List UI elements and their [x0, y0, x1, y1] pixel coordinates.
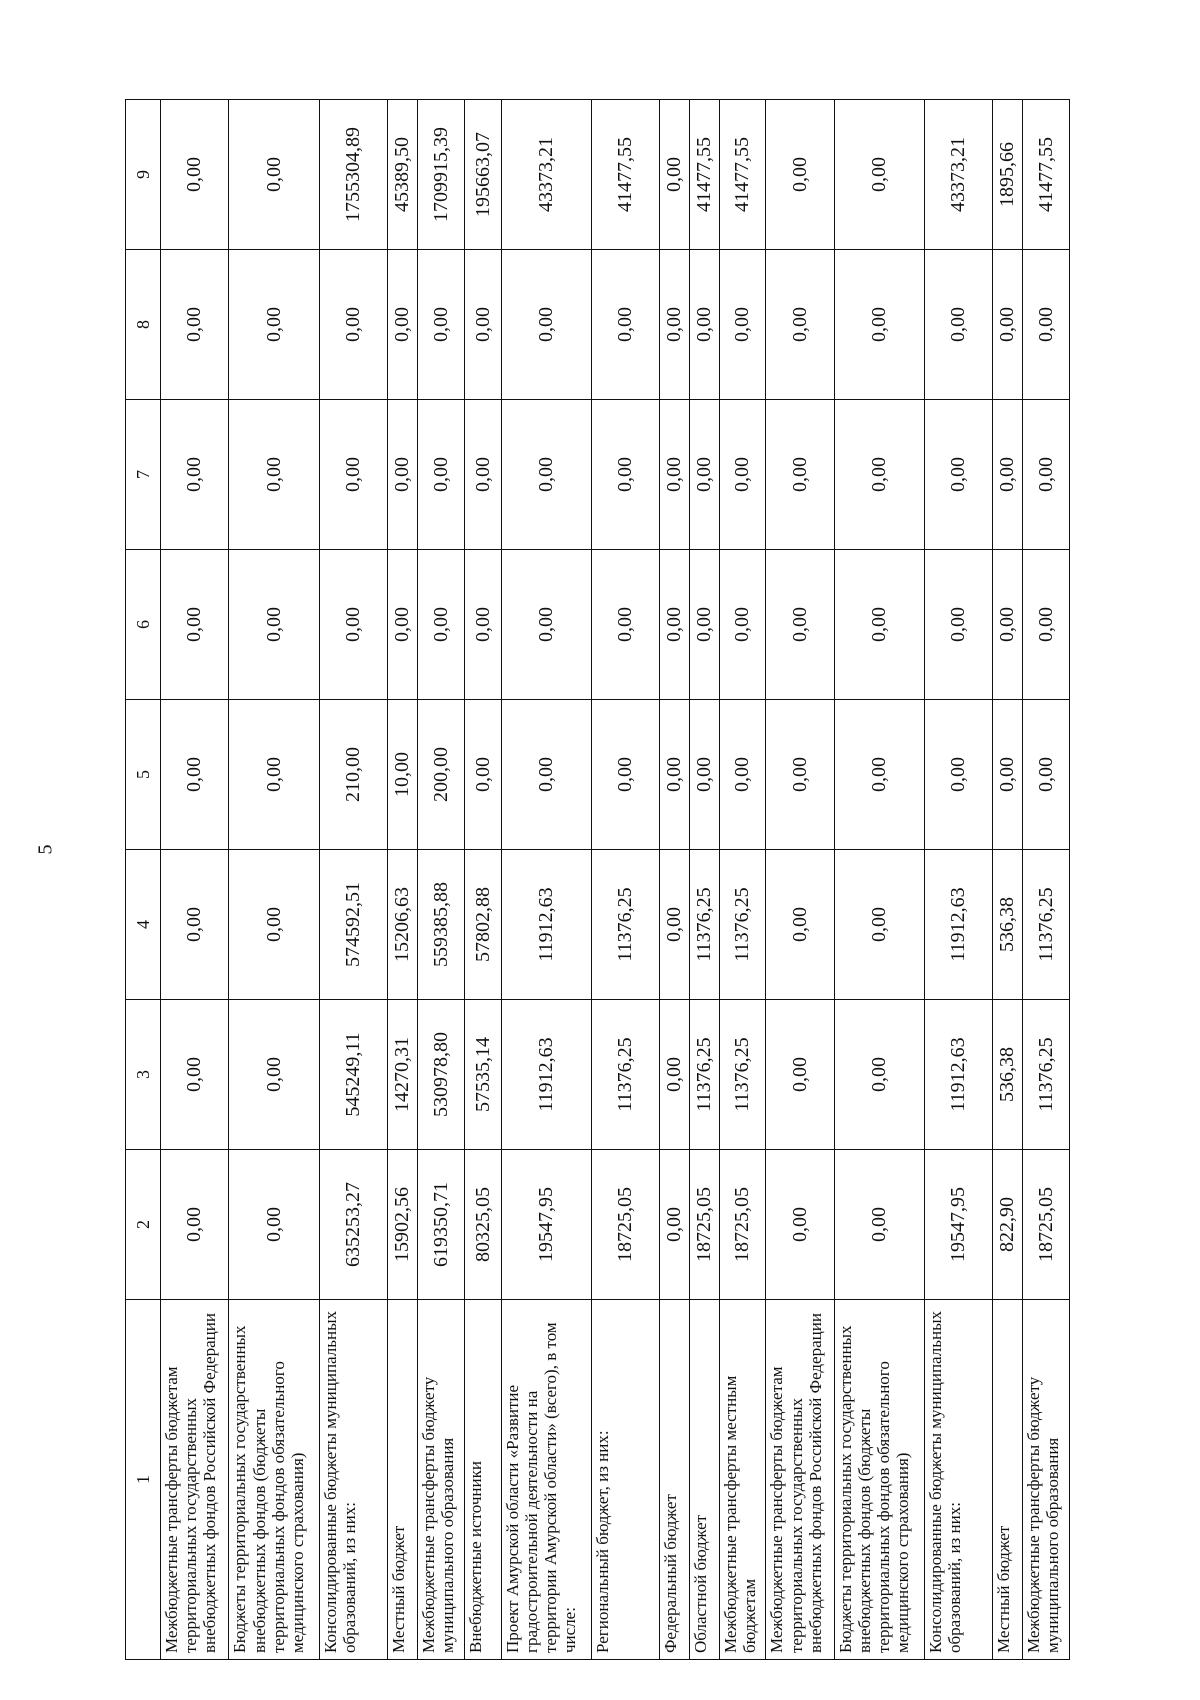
cell-value: 0,00 — [229, 250, 319, 400]
cell-value: 1755304,89 — [319, 100, 387, 250]
cell-value: 0,00 — [660, 550, 690, 700]
table-row — [319, 100, 387, 1660]
rotated-table-container — [125, 100, 1070, 1660]
cell-value: 0,00 — [1023, 700, 1070, 850]
cell-value: 0,00 — [417, 550, 465, 700]
cell-value: 0,00 — [660, 1000, 690, 1150]
cell-value: 0,00 — [1023, 400, 1070, 550]
cell-value: 0,00 — [319, 550, 387, 700]
column-header: 6 — [126, 550, 161, 700]
table-row — [465, 100, 501, 1660]
cell-value: 0,00 — [719, 250, 766, 400]
cell-value: 0,00 — [161, 100, 229, 250]
cell-value: 545249,11 — [319, 1000, 387, 1150]
cell-value: 14270,31 — [387, 1000, 417, 1150]
cell-value: 0,00 — [417, 250, 465, 400]
table-row — [993, 100, 1023, 1660]
cell-value: 0,00 — [319, 400, 387, 550]
cell-value: 0,00 — [993, 700, 1023, 850]
table-row — [766, 100, 834, 1660]
cell-value: 574592,51 — [319, 850, 387, 1000]
row-label: Местный бюджет — [387, 1300, 417, 1660]
row-label: Бюджеты территориальных государственных внебюджетных фондов (бюджеты территориальных фондов обязательного медицинского страхования) — [229, 1300, 319, 1660]
row-label: Консолидированные бюджеты муниципальных образований, из них: — [319, 1300, 387, 1660]
cell-value: 0,00 — [229, 1150, 319, 1300]
table-row — [501, 100, 591, 1660]
cell-value: 0,00 — [465, 400, 501, 550]
table-row — [387, 100, 417, 1660]
cell-value: 0,00 — [925, 400, 993, 550]
cell-value: 0,00 — [387, 400, 417, 550]
cell-value: 43373,21 — [925, 100, 993, 250]
cell-value: 210,00 — [319, 700, 387, 850]
cell-value: 195663,07 — [465, 100, 501, 250]
cell-value: 11376,25 — [592, 1000, 660, 1150]
cell-value: 536,38 — [993, 850, 1023, 1000]
cell-value: 0,00 — [834, 550, 924, 700]
cell-value: 0,00 — [925, 550, 993, 700]
cell-value: 0,00 — [161, 850, 229, 1000]
cell-value: 0,00 — [766, 400, 834, 550]
cell-value: 11376,25 — [1023, 1000, 1070, 1150]
cell-value: 11376,25 — [592, 850, 660, 1000]
cell-value: 15206,63 — [387, 850, 417, 1000]
cell-value: 0,00 — [229, 100, 319, 250]
cell-value: 0,00 — [834, 850, 924, 1000]
cell-value: 0,00 — [465, 250, 501, 400]
cell-value: 0,00 — [417, 400, 465, 550]
cell-value: 0,00 — [993, 550, 1023, 700]
row-label: Бюджеты территориальных государственных внебюджетных фондов (бюджеты территориальных фондов обязательного медицинского страхования) — [834, 1300, 924, 1660]
cell-value: 45389,50 — [387, 100, 417, 250]
cell-value: 0,00 — [229, 550, 319, 700]
column-header: 7 — [126, 400, 161, 550]
cell-value: 0,00 — [834, 100, 924, 250]
cell-value: 0,00 — [766, 700, 834, 850]
cell-value: 0,00 — [690, 400, 720, 550]
cell-value: 0,00 — [660, 1150, 690, 1300]
page-number: 5 — [34, 844, 57, 855]
column-header: 5 — [126, 700, 161, 850]
table-header-row — [126, 100, 161, 1660]
row-label: Региональный бюджет, из них: — [592, 1300, 660, 1660]
cell-value: 0,00 — [387, 250, 417, 400]
cell-value: 0,00 — [834, 1000, 924, 1150]
row-label: Областной бюджет — [690, 1300, 720, 1660]
cell-value: 0,00 — [834, 1150, 924, 1300]
cell-value: 1895,66 — [993, 100, 1023, 250]
table-row — [719, 100, 766, 1660]
cell-value: 0,00 — [229, 700, 319, 850]
cell-value: 0,00 — [925, 250, 993, 400]
cell-value: 635253,27 — [319, 1150, 387, 1300]
cell-value: 0,00 — [465, 550, 501, 700]
cell-value: 0,00 — [766, 100, 834, 250]
cell-value: 0,00 — [501, 700, 591, 850]
cell-value: 0,00 — [592, 700, 660, 850]
cell-value: 18725,05 — [690, 1150, 720, 1300]
column-header: 1 — [126, 1300, 161, 1660]
cell-value: 0,00 — [660, 250, 690, 400]
cell-value: 41477,55 — [592, 100, 660, 250]
cell-value: 536,38 — [993, 1000, 1023, 1150]
cell-value: 19547,95 — [925, 1150, 993, 1300]
cell-value: 0,00 — [501, 250, 591, 400]
table-row — [690, 100, 720, 1660]
cell-value: 0,00 — [592, 250, 660, 400]
cell-value: 0,00 — [660, 850, 690, 1000]
cell-value: 1709915,39 — [417, 100, 465, 250]
cell-value: 0,00 — [229, 850, 319, 1000]
table-row — [229, 100, 319, 1660]
row-label: Проект Амурской области «Развитие градостроительной деятельности на территории Амурской области» (всего), в том числе: — [501, 1300, 591, 1660]
row-label: Внебюджетные источники — [465, 1300, 501, 1660]
cell-value: 11376,25 — [719, 850, 766, 1000]
table-row — [592, 100, 660, 1660]
row-label: Местный бюджет — [993, 1300, 1023, 1660]
table-row — [834, 100, 924, 1660]
cell-value: 18725,05 — [1023, 1150, 1070, 1300]
cell-value: 0,00 — [766, 250, 834, 400]
cell-value: 0,00 — [690, 550, 720, 700]
cell-value: 11376,25 — [690, 1000, 720, 1150]
cell-value: 0,00 — [161, 400, 229, 550]
cell-value: 0,00 — [690, 250, 720, 400]
cell-value: 0,00 — [501, 400, 591, 550]
cell-value: 11912,63 — [501, 1000, 591, 1150]
column-header: 3 — [126, 1000, 161, 1150]
cell-value: 0,00 — [834, 250, 924, 400]
cell-value: 0,00 — [766, 1000, 834, 1150]
cell-value: 0,00 — [766, 850, 834, 1000]
column-header: 9 — [126, 100, 161, 250]
cell-value: 0,00 — [766, 1150, 834, 1300]
cell-value: 0,00 — [161, 250, 229, 400]
cell-value: 0,00 — [161, 1000, 229, 1150]
cell-value: 11912,63 — [501, 850, 591, 1000]
cell-value: 0,00 — [161, 700, 229, 850]
cell-value: 0,00 — [660, 100, 690, 250]
cell-value: 0,00 — [1023, 550, 1070, 700]
cell-value: 0,00 — [766, 550, 834, 700]
row-label: Межбюджетные трансферты местным бюджетам — [719, 1300, 766, 1660]
cell-value: 0,00 — [1023, 250, 1070, 400]
cell-value: 0,00 — [161, 550, 229, 700]
table-row — [1023, 100, 1070, 1660]
cell-value: 11376,25 — [1023, 850, 1070, 1000]
cell-value: 0,00 — [501, 550, 591, 700]
cell-value: 80325,05 — [465, 1150, 501, 1300]
cell-value: 18725,05 — [719, 1150, 766, 1300]
row-label: Консолидированные бюджеты муниципальных образований, из них: — [925, 1300, 993, 1660]
cell-value: 0,00 — [719, 700, 766, 850]
row-label: Межбюджетные трансферты бюджету муниципального образования — [1023, 1300, 1070, 1660]
cell-value: 0,00 — [993, 250, 1023, 400]
column-header: 2 — [126, 1150, 161, 1300]
cell-value: 0,00 — [592, 550, 660, 700]
cell-value: 11912,63 — [925, 850, 993, 1000]
cell-value: 0,00 — [660, 700, 690, 850]
cell-value: 0,00 — [319, 250, 387, 400]
cell-value: 0,00 — [719, 550, 766, 700]
cell-value: 41477,55 — [690, 100, 720, 250]
cell-value: 0,00 — [719, 400, 766, 550]
row-label: Федеральный бюджет — [660, 1300, 690, 1660]
cell-value: 0,00 — [387, 550, 417, 700]
cell-value: 18725,05 — [592, 1150, 660, 1300]
cell-value: 10,00 — [387, 700, 417, 850]
cell-value: 57802,88 — [465, 850, 501, 1000]
cell-value: 200,00 — [417, 700, 465, 850]
table-row — [417, 100, 465, 1660]
cell-value: 19547,95 — [501, 1150, 591, 1300]
cell-value: 0,00 — [834, 400, 924, 550]
cell-value: 41477,55 — [719, 100, 766, 250]
column-header: 4 — [126, 850, 161, 1000]
cell-value: 0,00 — [161, 1150, 229, 1300]
row-label: Межбюджетные трансферты бюджетам территориальных государственных внебюджетных фондов Российской Федерации — [161, 1300, 229, 1660]
column-header: 8 — [126, 250, 161, 400]
row-label: Межбюджетные трансферты бюджетам территориальных государственных внебюджетных фондов Российской Федерации — [766, 1300, 834, 1660]
cell-value: 0,00 — [229, 400, 319, 550]
cell-value: 0,00 — [660, 400, 690, 550]
cell-value: 57535,14 — [465, 1000, 501, 1150]
cell-value: 0,00 — [690, 700, 720, 850]
cell-value: 11376,25 — [719, 1000, 766, 1150]
budget-table — [125, 99, 1070, 1660]
cell-value: 559385,88 — [417, 850, 465, 1000]
cell-value: 822,90 — [993, 1150, 1023, 1300]
cell-value: 0,00 — [834, 700, 924, 850]
cell-value: 15902,56 — [387, 1150, 417, 1300]
cell-value: 0,00 — [229, 1000, 319, 1150]
cell-value: 0,00 — [592, 400, 660, 550]
cell-value: 11912,63 — [925, 1000, 993, 1150]
cell-value: 0,00 — [993, 400, 1023, 550]
table-row — [925, 100, 993, 1660]
table-row — [660, 100, 690, 1660]
cell-value: 41477,55 — [1023, 100, 1070, 250]
cell-value: 43373,21 — [501, 100, 591, 250]
row-label: Межбюджетные трансферты бюджету муниципального образования — [417, 1300, 465, 1660]
cell-value: 11376,25 — [690, 850, 720, 1000]
cell-value: 0,00 — [465, 700, 501, 850]
cell-value: 0,00 — [925, 700, 993, 850]
cell-value: 619350,71 — [417, 1150, 465, 1300]
cell-value: 530978,80 — [417, 1000, 465, 1150]
table-row — [161, 100, 229, 1660]
